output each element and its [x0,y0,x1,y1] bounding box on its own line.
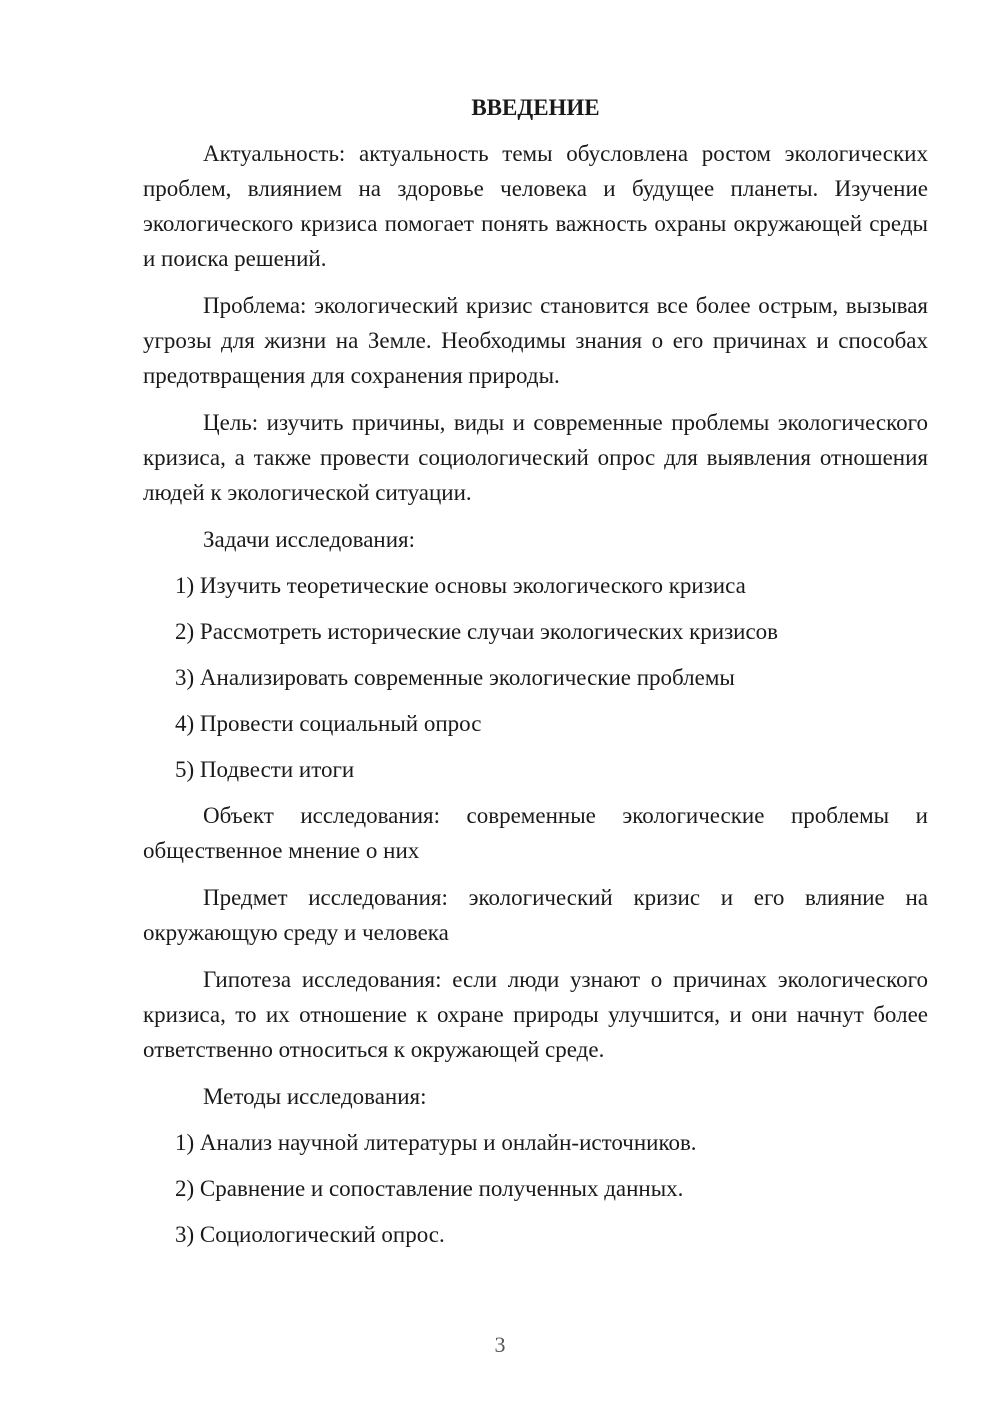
list-item: 2) Сравнение и сопоставление полученных данных. [175,1176,684,1201]
tasks-label: Задачи исследования: [203,527,416,552]
methods-label: Методы исследования: [203,1084,427,1109]
list-item: 3) Социологический опрос. [175,1222,445,1247]
hypothesis-paragraph: Гипотеза исследования: если люди узнают о причинах экологического кризиса, то их отношение к охране природы улучшится, и они начнут более ответственно относиться к окружающей среде. [143,967,928,1062]
section-title: ВВЕДЕНИЕ [471,95,600,120]
page-number: 3 [494,1332,506,1357]
page-content [143,90,928,1263]
object-paragraph: Объект исследования: современные экологические проблемы и общественное мнение о них [143,803,928,863]
goal-paragraph: Цель: изучить причины, виды и современные проблемы экологического кризиса, а также провести социологический опрос для выявления отношения людей к экологической ситуации. [143,410,928,505]
list-item: 4) Провести социальный опрос [175,711,482,736]
relevance-paragraph: Актуальность: актуальность темы обусловлена ростом экологических проблем, влиянием на здоровье человека и будущее планеты. Изучение экологического кризиса помогает понять важность охраны окружающей среды и поиска решений. [143,141,928,271]
list-item: 5) Подвести итоги [175,757,355,782]
methods-list [143,1125,928,1252]
list-item: 1) Изучить теоретические основы экологического кризиса [175,573,746,598]
subject-paragraph: Предмет исследования: экологический кризис и его влияние на окружающую среду и человека [143,885,928,945]
problem-paragraph: Проблема: экологический кризис становится все более острым, вызывая угрозы для жизни на Земле. Необходимы знания о его причинах и способах предотвращения для сохранения природы. [143,293,928,388]
list-item: 2) Рассмотреть исторические случаи экологических кризисов [175,619,779,644]
list-item: 3) Анализировать современные экологические проблемы [175,665,735,690]
tasks-list [143,568,928,787]
list-item: 1) Анализ научной литературы и онлайн-источников. [175,1130,697,1155]
